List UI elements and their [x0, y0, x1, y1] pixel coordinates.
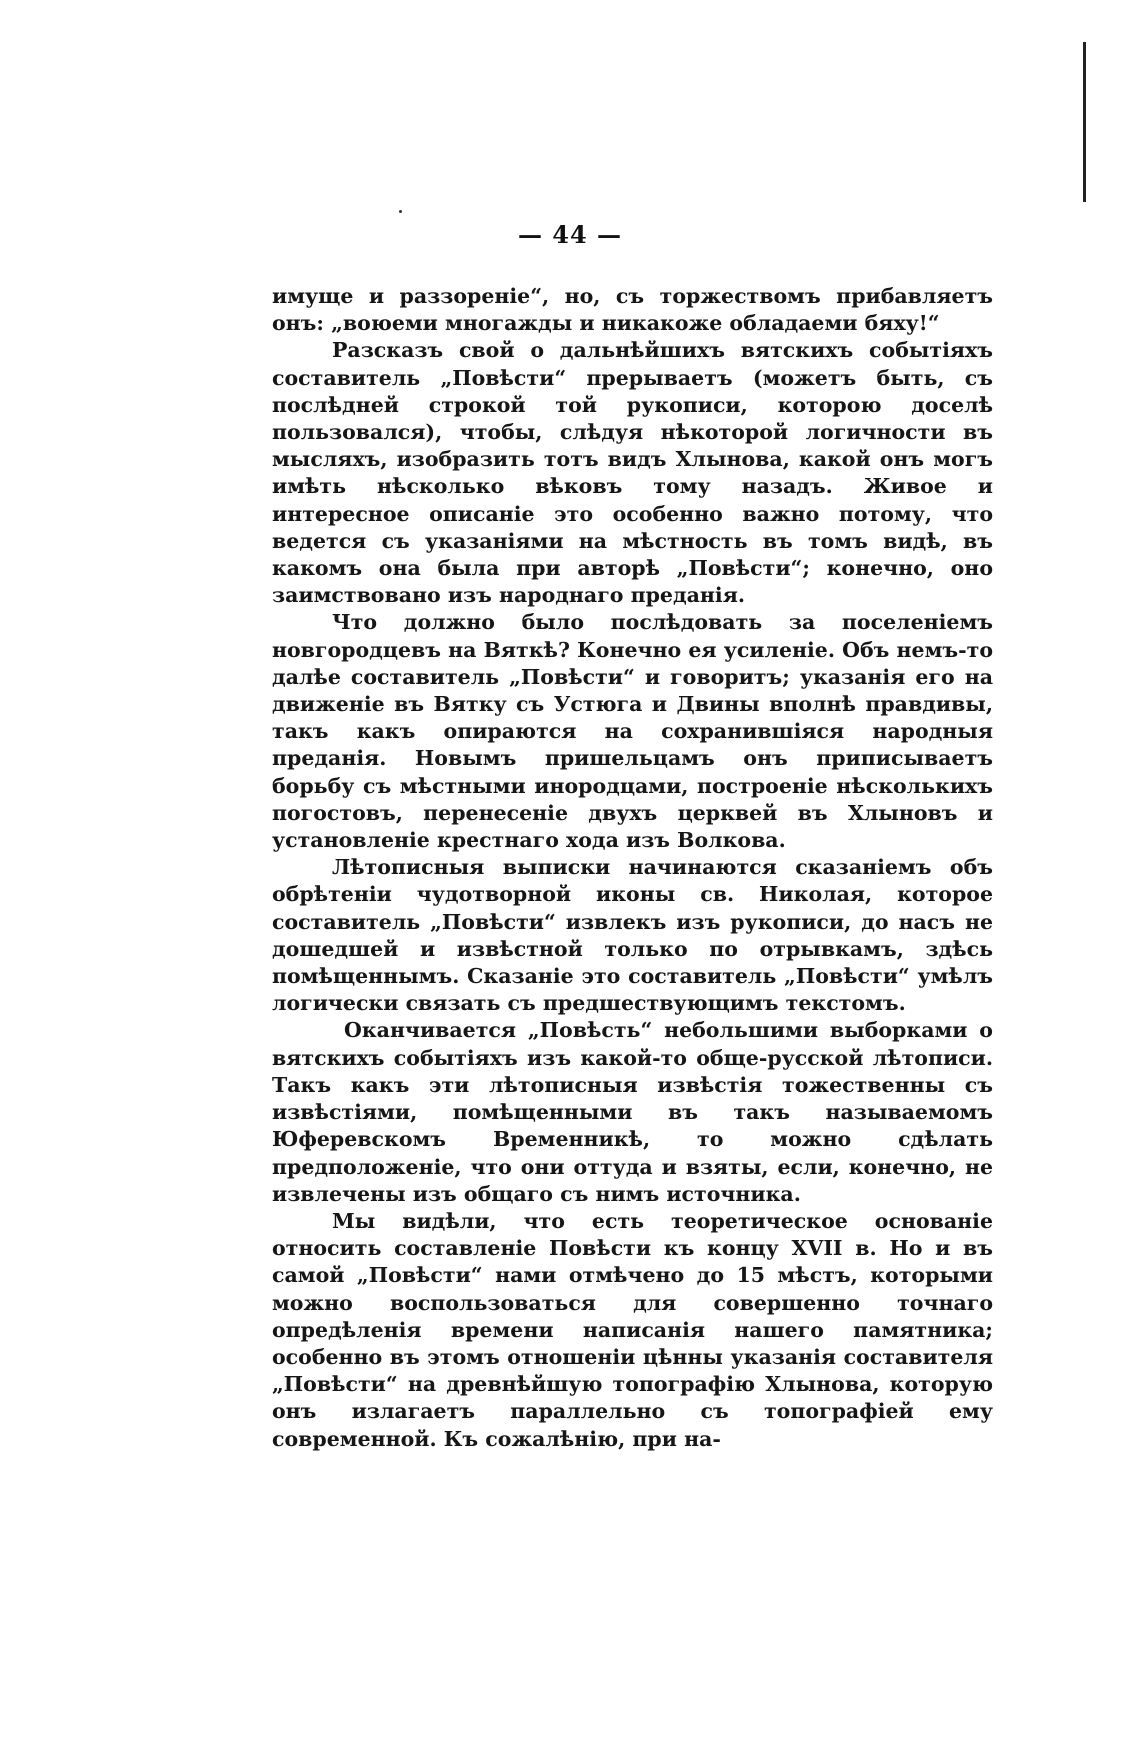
- paragraph-1: имуще и раззореніе“, но, съ торжествомъ прибавляетъ онъ: „воюеми многажды и никакоже обладаеми бяху!“: [272, 284, 993, 336]
- paragraph-2: Разсказъ свой о дальнѣйшихъ вятскихъ событіяхъ составитель „Повѣсти“ прерываетъ (можетъ быть, съ послѣдней строкой той рукописи, которою доселѣ пользовался), чтобы, слѣдуя нѣкоторой логичности въ мысляхъ, изобразить тотъ видъ Хлынова, какой онъ могъ имѣть нѣсколько вѣковъ тому назадъ. Живое и интересное описаніе это особенно важно потому, что ведется съ указаніями на мѣстность въ томъ видѣ, въ какомъ она была при авторѣ „Повѣсти“; конечно, оно заимствовано изъ народнаго преданія.: [272, 338, 993, 608]
- body-text: [272, 283, 993, 1453]
- page-number: — 44 —: [517, 220, 623, 249]
- paragraph-4: Лѣтописныя выписки начинаются сказаніемъ объ обрѣтеніи чудотворной иконы св. Николая, которое составитель „Повѣсти“ извлекъ изъ рукописи, до насъ не дошедшей и извѣстной только по отрывкамъ, здѣсь помѣщеннымъ. Сказаніе это составитель „Повѣсти“ умѣлъ логически связать съ предшествующимъ текстомъ.: [272, 855, 993, 1016]
- paragraph-6: Мы видѣли, что есть теоретическое основаніе относить составленіе Повѣсти къ концу XVII в. Но и въ самой „Повѣсти“ нами отмѣчено до 15 мѣстъ, которыми можно воспользоваться для совершенно точнаго опредѣленія времени написанія нашего памятника; особенно въ этомъ отношеніи цѣнны указанія составителя „Повѣсти“ на древнѣйшую топографію Хлынова, которую онъ излагаетъ параллельно съ топографіей ему современной. Къ сожалѣнію, при на-: [272, 1208, 993, 1451]
- scan-speck: [399, 210, 402, 213]
- scan-edge-mark: [1083, 42, 1086, 202]
- paragraph-3: Что должно было послѣдовать за поселеніемъ новгородцевъ на Вяткѣ? Конечно ея усиленіе. Объ немъ-то далѣе составитель „Повѣсти“ и говоритъ; указанія его на движеніе въ Вятку съ Устюга и Двины вполнѣ правдивы, такъ какъ опираются на сохранившіяся народныя преданія. Новымъ пришельцамъ онъ приписываетъ борьбу съ мѣстными инородцами, построеніе нѣсколькихъ погостовъ, перенесеніе двухъ церквей въ Хлыновъ и установленіе крестнаго хода изъ Волкова.: [272, 610, 993, 853]
- paragraph-5: Оканчивается „Повѣсть“ небольшими выборками о вятскихъ событіяхъ изъ какой-то обще-русской лѣтописи. Такъ какъ эти лѣтописныя извѣстія тожественны съ извѣстіями, помѣщенными въ такъ называемомъ Юферевскомъ Временникѣ, то можно сдѣлать предположеніе, что они оттуда и взяты, если, конечно, не извлечены изъ общаго съ нимъ источника.: [272, 1018, 993, 1206]
